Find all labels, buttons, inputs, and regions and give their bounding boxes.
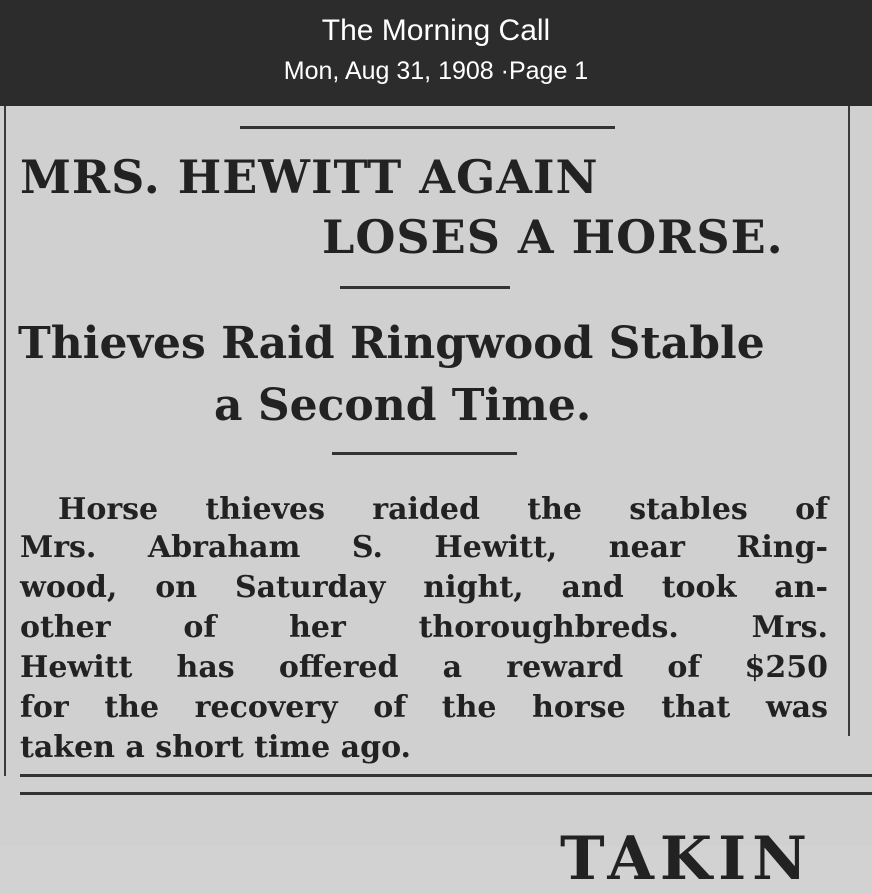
body-line: Hewitt has offered a reward of $250 [20,650,828,685]
bottom-rule-1 [20,774,872,777]
bottom-rule-2 [20,792,872,795]
body-line: for the recovery of the horse that was [20,690,828,725]
column-rule-right [848,106,850,736]
subhead-line-1: Thieves Raid Ringwood Stable [18,318,765,369]
publication-title: The Morning Call [321,14,551,47]
top-rule [240,126,615,129]
headline-line-1: MRS. HEWITT AGAIN [20,150,599,204]
headline-divider [340,286,510,289]
viewer-header [0,0,872,106]
subhead-line-2: a Second Time. [214,380,592,431]
newspaper-clipping [0,106,872,894]
headline-line-2: LOSES A HORSE. [322,210,784,264]
body-line: Mrs. Abraham S. Hewitt, near Ring- [20,530,828,565]
publication-date-page: Mon, Aug 31, 1908 ·Page 1 [283,57,589,85]
body-line: other of her thoroughbreds. Mrs. [20,610,828,645]
body-line: wood, on Saturday night, and took an- [20,570,828,605]
next-headline-fragment: TAKIN [560,824,813,894]
column-rule-left [4,106,6,776]
body-line: taken a short time ago. [20,730,411,765]
body-line: Horse thieves raided the stables of [58,492,828,527]
subhead-divider [332,452,517,455]
